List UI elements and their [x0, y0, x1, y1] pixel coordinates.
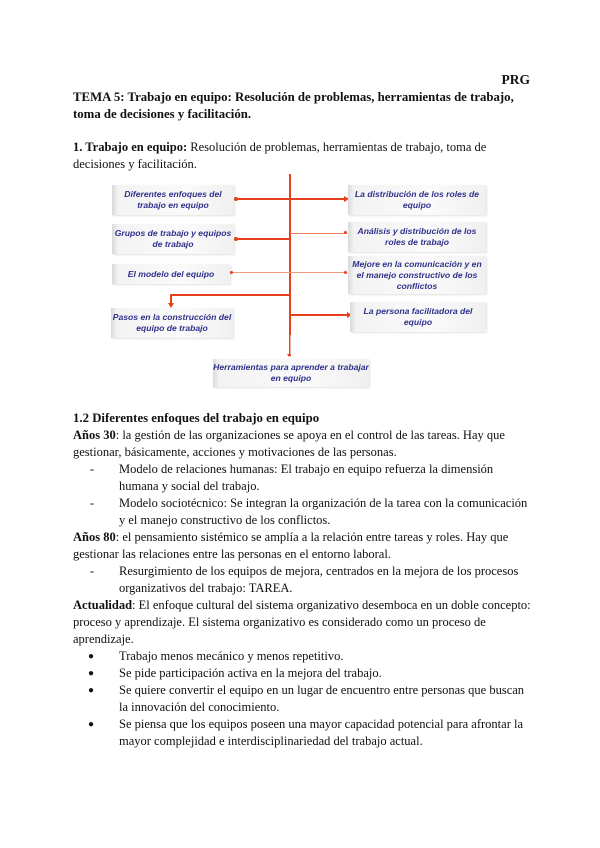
dot-icon	[344, 271, 347, 274]
diagram-box-bottom: Herramientas para aprender a trabajar en equipo	[213, 359, 369, 387]
dash-marker: -	[90, 564, 95, 578]
section-1-2	[73, 410, 533, 750]
bullet-list	[73, 648, 533, 750]
dot-icon	[344, 231, 347, 234]
dot-icon	[234, 197, 238, 201]
text-anos-30: : la gestión de las organizaciones se apoya en el control de las tareas. Hay que gestionar, básicamente, acciones y motivaciones de las personas.	[73, 428, 505, 459]
bullet-icon: ●	[88, 719, 95, 730]
dash-list-1	[73, 461, 533, 529]
diagram-box-right-3: Mejore en la comunicación y en el manejo constructivo de los conflictos	[348, 256, 486, 294]
connector-row4-right	[290, 314, 348, 316]
diagram-trunk-line	[289, 174, 291, 356]
bullet-icon: ●	[88, 668, 95, 679]
diagram	[0, 0, 600, 400]
list-item-text: Modelo sociotécnico: Se integran la organización de la tarea con la comunicación y el manejo constructivo de los conflictos.	[119, 496, 528, 527]
list-item	[73, 716, 533, 750]
list-item-text: Se quiere convertir el equipo en un lugar de encuentro entre personas que buscan la innovación del conocimiento.	[119, 683, 525, 714]
diagram-box-right-1: La distribución de los roles de equipo	[348, 185, 486, 215]
section-1-heading: 1. Trabajo en equipo:	[73, 140, 188, 154]
diagram-box-left-1: Diferentes enfoques del trabajo en equipo	[112, 185, 234, 215]
connector-row2-left	[236, 238, 290, 240]
dash-marker: -	[90, 462, 95, 476]
paragraph-anos-30	[73, 427, 533, 461]
text-anos-80: : el pensamiento sistémico se amplía a la relación entre tareas y roles. Hay que gestionar las relaciones entre las personas en el entorno laboral.	[73, 530, 509, 561]
bullet-icon: ●	[88, 651, 95, 662]
diagram-box-right-2: Análisis y distribución de los roles de trabajo	[348, 222, 486, 252]
list-item	[73, 495, 533, 529]
diagram-box-right-4: La persona facilitadora del equipo	[350, 302, 486, 332]
list-item	[73, 563, 533, 597]
list-item-text: Se pide participación activa en la mejora del trabajo.	[119, 666, 382, 680]
connector-row2-right	[290, 233, 346, 234]
label-actualidad: Actualidad	[73, 598, 133, 612]
list-item	[73, 648, 533, 665]
bullet-icon: ●	[88, 685, 95, 696]
text-actualidad: : El enfoque cultural del sistema organizativo desemboca en un doble concepto: proceso y aprendizaje. El sistema organizativo es considerado como un proceso de aprendizaje.	[73, 598, 531, 646]
header-tag: PRG	[501, 72, 530, 87]
diagram-box-left-2: Grupos de trabajo y equipos de trabajo	[112, 224, 234, 254]
diagram-box-left-4: Pasos en la construcción del equipo de trabajo	[111, 308, 233, 338]
section-1-text: Resolución de problemas, herramientas de trabajo, toma de decisiones y facilitación.	[73, 140, 487, 171]
list-item-text: Resurgimiento de los equipos de mejora, centrados en la mejora de los procesos organizativos del trabajo: TAREA.	[119, 564, 519, 595]
list-item-text: Modelo de relaciones humanas: El trabajo en equipo refuerza la dimensión humana y social del trabajo.	[119, 462, 494, 493]
list-item-text: Se piensa que los equipos poseen una mayor capacidad potencial para afrontar la mayor complejidad e interdisciplinariedad del trabajo actual.	[119, 717, 524, 748]
label-anos-80: Años 80	[73, 530, 116, 544]
dash-marker: -	[90, 496, 95, 510]
label-anos-30: Años 30	[73, 428, 116, 442]
list-item	[73, 665, 533, 682]
dot-icon	[234, 237, 238, 241]
diagram-box-left-3: El modelo del equipo	[112, 264, 230, 284]
list-item	[73, 682, 533, 716]
arrow-down-icon	[287, 354, 291, 357]
list-item	[73, 461, 533, 495]
paragraph-actualidad	[73, 597, 533, 648]
connector-row1	[236, 198, 346, 200]
page-title: TEMA 5: Trabajo en equipo: Resolución de problemas, herramientas de trabajo, toma de decisiones y facilitación.	[73, 90, 514, 121]
dash-list-2	[73, 563, 533, 597]
connector-row3	[232, 272, 346, 273]
paragraph-anos-80	[73, 529, 533, 563]
connector-row4-left	[170, 294, 290, 296]
section-1-2-heading: 1.2 Diferentes enfoques del trabajo en equipo	[73, 411, 320, 425]
diagram-trunk-faint	[290, 335, 291, 355]
list-item-text: Trabajo menos mecánico y menos repetitivo.	[119, 649, 344, 663]
dot-icon	[230, 271, 233, 274]
